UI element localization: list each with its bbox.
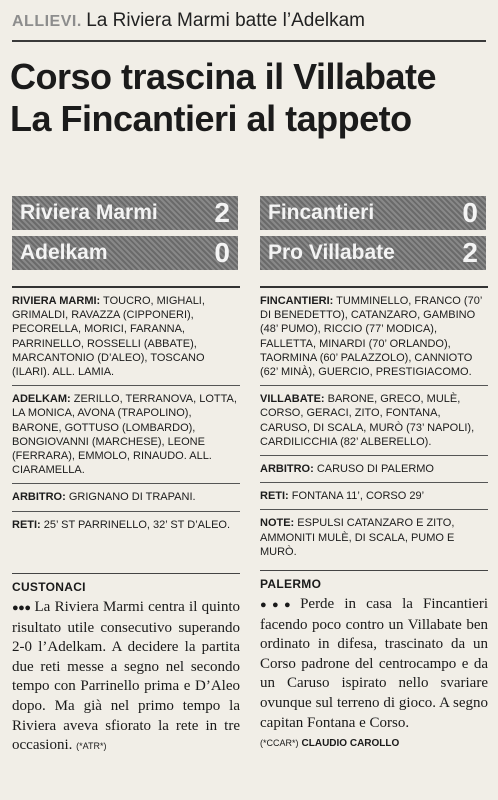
author-name: CLAUDIO CAROLLO	[301, 738, 400, 750]
article-text: Perde in casa la Fincantieri facendo poco contro un Villabate ben ordinato in difesa, trascinato da un Corso padrone del centrocampo e da un Caruso ispirato nello svariare ovunque sul terreno di gioco. A segno capitan Fontana e Corso.	[260, 596, 488, 731]
signature: (*ATR*)	[76, 741, 107, 752]
team-score: 0	[214, 237, 230, 268]
lineup-fincantieri	[260, 286, 488, 385]
score-row-away	[12, 236, 238, 270]
block-label: RETI:	[260, 490, 289, 503]
byline	[260, 733, 488, 751]
block-label: RIVIERA MARMI:	[12, 295, 101, 307]
kicker	[12, 10, 486, 36]
dateline: PALERMO	[260, 577, 322, 591]
lineups-match-2	[260, 286, 488, 565]
block-text: TOUCRO, MIGHALI, GRIMALDI, RAVAZZA (CIPPONERI), PECORELLA, MORICI, FARANNA, PARRINELLO, ROSSELLI (ABBATE), MARCANTONIO (D’ALEO), TOSCANO (ILARI). ALL. LAMIA.	[12, 295, 205, 379]
block-label: RETI:	[12, 518, 41, 531]
team-score: 2	[214, 197, 230, 228]
headline	[10, 56, 490, 140]
team-name: Pro Villabate	[268, 241, 395, 264]
article-body	[260, 595, 488, 733]
block-label: NOTE:	[260, 517, 295, 530]
block-text: ESPULSI CATANZARO E ZITO, AMMONITI MULÈ, DI SCALA, PUMO E MURÒ.	[260, 517, 455, 558]
block-label: ADELKAM:	[12, 393, 71, 406]
goals	[12, 511, 240, 538]
lineup-villabate	[260, 385, 488, 455]
scoreboard-match-1	[12, 196, 238, 276]
team-name: Fincantieri	[268, 201, 375, 224]
section-tag: ALLIEVI.	[12, 13, 82, 30]
headline-line-2: La Fincantieri al tappeto	[10, 98, 412, 139]
top-rule	[12, 40, 486, 42]
bullet-dots-icon: ●●●	[12, 602, 31, 614]
block-text: TUMMINELLO, FRANCO (70’ DI BENEDETTO), CATANZARO, GAMBINO (48’ PUMO), RICCIO (77’ MODICA), FALLETTA, MINARDI (70’ ORLANDO), TAORMINA (60’ PALAZZOLO), CANNIOTO (62’ MINÀ), GUERCIO, PRESTIGIACOMO.	[260, 295, 482, 379]
block-text: CARUSO DI PALERMO	[313, 463, 434, 476]
kicker-title: La Riviera Marmi batte l’Adelkam	[86, 10, 365, 31]
notes	[260, 509, 488, 565]
referee	[12, 483, 240, 510]
referee	[260, 455, 488, 482]
lineup-adelkam	[12, 385, 240, 483]
bullet-dots-icon: ●●●	[260, 599, 297, 611]
article-rule	[12, 573, 240, 574]
score-row-home	[12, 196, 238, 230]
block-label: ARBITRO:	[12, 491, 66, 504]
headline-line-1: Corso trascina il Villabate	[10, 56, 437, 97]
article-body	[12, 598, 240, 757]
article-rule	[260, 570, 488, 571]
team-score: 0	[462, 197, 478, 228]
block-label: VILLABATE:	[260, 393, 325, 406]
team-name: Riviera Marmi	[20, 201, 158, 224]
block-text: 25’ ST PARRINELLO, 32’ ST D’ALEO.	[40, 518, 231, 531]
score-row-home	[260, 196, 486, 230]
article-text: La Riviera Marmi centra il quinto risultato utile consecutivo superando 2-0 l’Adelkam. A decidere la partita due reti messe a segno nel secondo tempo con Parrinello prima e D’Aleo dopo. Ma già nel primo tempo la Riviera aveva sfiorato la rete in tre occasioni.	[12, 599, 240, 754]
block-text: GRIGNANO DI TRAPANI.	[65, 491, 196, 504]
block-text: FONTANA 11’, CORSO 29’	[288, 490, 425, 503]
lineup-riviera-marmi	[12, 286, 240, 385]
block-label: ARBITRO:	[260, 463, 314, 476]
block-text: BARONE, GRECO, MULÈ, CORSO, GERACI, ZITO, FONTANA, CARUSO, DI SCALA, MURÒ (73’ NAPOLI), CARDILICCHIA (82’ ALBERELLO).	[260, 393, 475, 448]
block-label: FINCANTIERI:	[260, 295, 334, 307]
article-palermo	[260, 570, 488, 751]
block-text: ZERILLO, TERRANOVA, LOTTA, LA MONICA, AVONA (TRAPOLINO), BARONE, GOTTUSO (LOMBARDO), BONGIOVANNI (MARCHESE), LEONE (FERRARA), EMMOLO, RINAUDO. ALL. CIARAMELLA.	[12, 393, 237, 477]
scoreboard-match-2	[260, 196, 486, 276]
score-row-away	[260, 236, 486, 270]
article-custonaci	[12, 573, 240, 757]
team-name: Adelkam	[20, 241, 108, 264]
dateline: CUSTONACI	[12, 580, 86, 594]
goals	[260, 482, 488, 509]
lineups-match-1	[12, 286, 240, 538]
signature: (*CCAR*)	[260, 738, 299, 749]
team-score: 2	[462, 237, 478, 268]
